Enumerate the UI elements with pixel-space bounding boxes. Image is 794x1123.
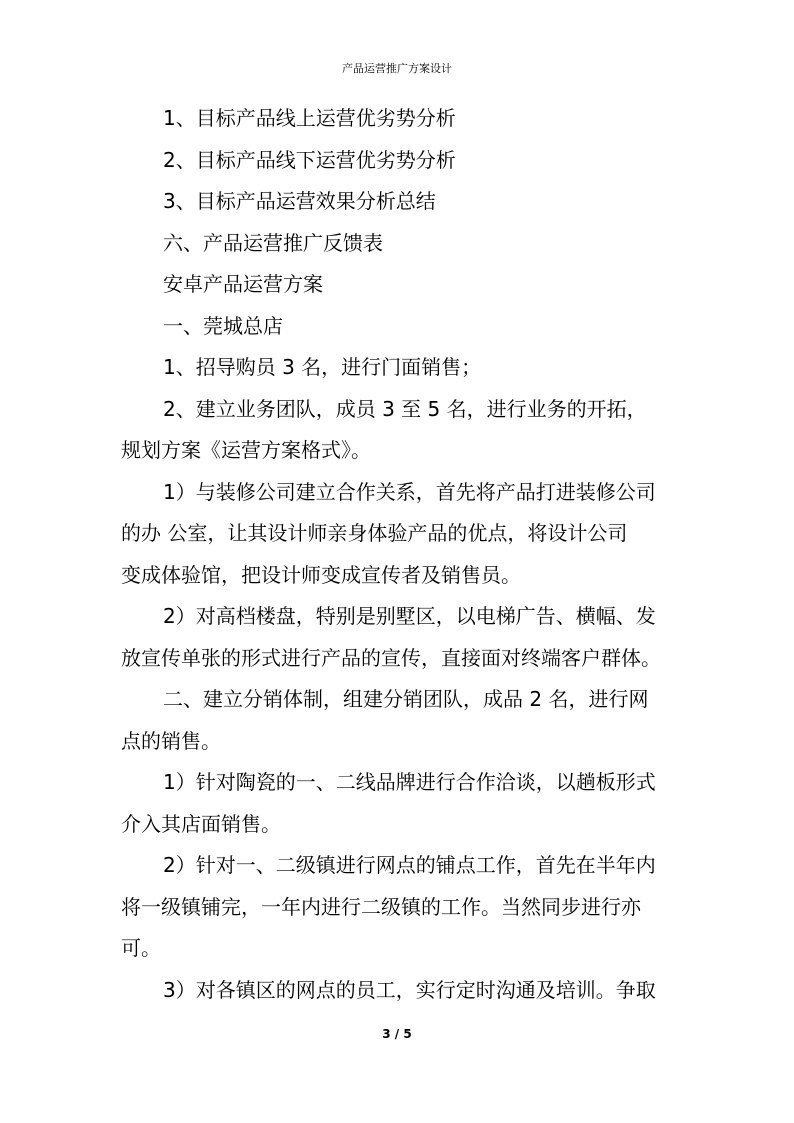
text-line: 1、招导购员 3 名，进行门面销售； bbox=[163, 355, 482, 379]
text-line: 1、目标产品线上运营优劣势分析 bbox=[163, 106, 456, 130]
section-heading: 安卓产品运营方案 bbox=[163, 272, 323, 296]
text-line: 将一级镇铺完，一年内进行二级镇的工作。当然同步进行亦 bbox=[121, 894, 641, 919]
page-number: 3 / 5 bbox=[382, 1027, 412, 1041]
text-line: 规划方案《运营方案格式》。 bbox=[121, 438, 371, 462]
text-line: 点的销售。 bbox=[121, 728, 221, 753]
text-line: 3）对各镇区的网点的员工，实行定时沟通及培训。争取 bbox=[163, 977, 656, 1002]
text-line: 3、目标产品运营效果分析总结 bbox=[163, 189, 436, 213]
section-heading: 一、莞城总店 bbox=[163, 313, 283, 338]
text-line: 介入其店面销售。 bbox=[121, 811, 281, 836]
text-line: 2）针对一、二级镇进行网点的铺点工作，首先在半年内 bbox=[163, 853, 656, 877]
text-line: 放宣传单张的形式进行产品的宣传，直接面对终端客户群体。 bbox=[121, 645, 661, 670]
text-line: 2、目标产品线下运营优劣势分析 bbox=[163, 147, 456, 172]
document-body bbox=[121, 98, 673, 1011]
page-header-title: 产品运营推广方案设计 bbox=[342, 62, 452, 75]
text-line: 变成体验馆，把设计师变成宣传者及销售员。 bbox=[121, 562, 521, 587]
text-line: 1）与装修公司建立合作关系，首先将产品打进装修公司 bbox=[163, 479, 656, 504]
text-line: 1）针对陶瓷的一、二线品牌进行合作洽谈，以趟板形式 bbox=[163, 770, 656, 794]
text-line: 2、建立业务团队，成员 3 至 5 名，进行业务的开拓， bbox=[163, 396, 647, 421]
text-line: 的办 公室，让其设计师亲身体验产品的优点，将设计公司 bbox=[121, 521, 628, 545]
text-line: 可。 bbox=[121, 936, 161, 960]
text-line: 2）对高档楼盘，特别是别墅区，以电梯广告、横幅、发 bbox=[163, 604, 656, 628]
section-heading: 六、产品运营推广反馈表 bbox=[163, 230, 383, 255]
section-heading: 二、建立分销体制，组建分销团队，成品 2 名，进行网 bbox=[163, 687, 649, 711]
